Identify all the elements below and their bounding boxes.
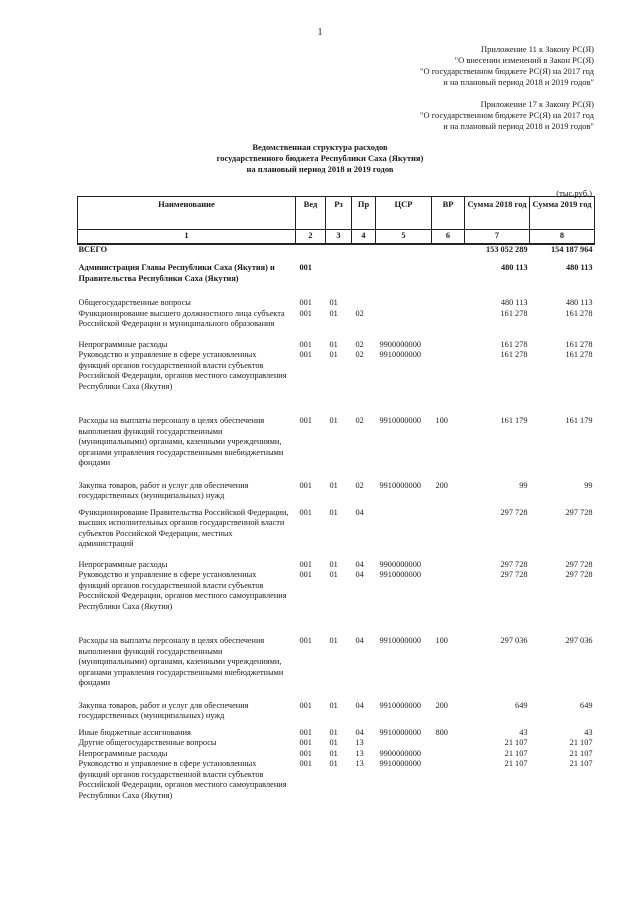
column-number: 4 [352, 230, 376, 244]
row-csr: 9910000000 [379, 416, 421, 425]
row-sum-2019: 480 113 [565, 298, 593, 307]
row-sum-2019: 43 [584, 727, 593, 737]
row-pr: 02 [355, 350, 364, 359]
row-csr [376, 244, 432, 256]
row-sum-2019: 21 107 [569, 748, 593, 758]
row-sum-2018: 21 107 [504, 738, 528, 747]
row-name: Непрограммные расходы [78, 748, 168, 758]
appendix-line: и на плановый период 2018 и 2019 годов" [443, 121, 594, 131]
row-vr [432, 244, 465, 256]
row-name: Иные бюджетные ассигнования [78, 727, 191, 737]
row-ved: 001 [299, 263, 312, 272]
row-name: Общегосударственные вопросы [78, 298, 191, 307]
row-vr [432, 759, 465, 801]
table-row [78, 738, 595, 749]
units-label: (тыс.руб.) [556, 188, 592, 198]
appendix-note-2 [420, 99, 594, 132]
appendix-line: и на плановый период 2018 и 2019 годов" [443, 77, 594, 87]
row-rz [326, 244, 352, 256]
appendix-line: Приложение 17 к Закону РС(Я) [480, 99, 594, 109]
table-row [78, 309, 595, 330]
row-rz: 01 [329, 636, 338, 645]
row-pr [352, 244, 376, 256]
row-vr [432, 350, 465, 392]
row-sum-2018: 21 107 [504, 759, 528, 768]
table-row [78, 689, 595, 722]
appendix-line: "О внесении изменений в Закон РС(Я) [454, 55, 594, 65]
row-sum-2018: 153 052 289 [486, 244, 528, 254]
row-csr: 9910000000 [379, 350, 421, 359]
row-pr: 04 [355, 636, 364, 645]
row-csr: 9910000000 [379, 759, 421, 768]
row-pr: 13 [355, 748, 364, 758]
row-name: ВСЕГО [78, 244, 108, 254]
column-number: 2 [296, 230, 326, 244]
row-name: Функционирование Правительства Российской Федерации, высших исполнительных органов государственной власти субъектов Российской Федерации, местных администраций [78, 507, 289, 548]
row-rz: 01 [329, 570, 338, 579]
row-sum-2018: 480 113 [500, 298, 528, 307]
row-csr: 9900000000 [379, 748, 421, 758]
row-sum-2018: 161 278 [500, 339, 528, 349]
header-pr: Пр [352, 197, 376, 230]
row-vr [432, 502, 465, 550]
row-pr [352, 284, 376, 309]
row-name: Расходы на выплаты персоналу в целях обеспечения выполнения функций государственными (муниципальными) органами, казенными учреждениями, органами управления государственными внебюджетными фондами [78, 416, 284, 467]
table-row [78, 502, 595, 550]
row-ved: 001 [299, 507, 312, 517]
row-sum-2018: 161 278 [500, 350, 528, 359]
row-pr [352, 255, 376, 284]
row-vr [432, 330, 465, 351]
row-ved: 001 [299, 700, 312, 710]
row-pr: 04 [355, 559, 364, 569]
row-name: Другие общегосударственные вопросы [78, 738, 217, 747]
row-sum-2018: 297 728 [500, 507, 528, 517]
row-rz: 01 [329, 759, 338, 768]
row-sum-2019: 161 278 [565, 308, 593, 318]
row-vr: 200 [435, 480, 448, 490]
table-row [78, 469, 595, 502]
row-pr: 13 [355, 759, 364, 768]
row-rz: 01 [329, 700, 338, 710]
header-vr: ВР [432, 197, 465, 230]
table-row [78, 244, 595, 256]
table-row [78, 749, 595, 760]
table-row [78, 330, 595, 351]
row-vr [432, 255, 465, 284]
row-rz [326, 255, 352, 284]
row-csr [376, 309, 432, 330]
row-rz: 01 [329, 298, 338, 307]
row-ved: 001 [299, 738, 312, 747]
table-row [78, 255, 595, 284]
row-sum-2019: 21 107 [569, 759, 593, 768]
column-number: 5 [376, 230, 432, 244]
row-vr [432, 749, 465, 760]
column-number: 7 [465, 230, 530, 244]
row-sum-2018: 161 278 [500, 308, 528, 318]
row-pr: 02 [355, 480, 364, 490]
row-vr: 100 [435, 636, 448, 645]
row-rz: 01 [329, 308, 338, 318]
header-sum-2018: Сумма 2018 год [465, 197, 530, 230]
row-name: Расходы на выплаты персоналу в целях обеспечения выполнения функций государственными (муниципальными) органами, казенными учреждениями, органами управления государственными внебюджетными фондами [78, 636, 284, 687]
row-csr [376, 502, 432, 550]
table-row [78, 284, 595, 309]
row-vr: 800 [435, 727, 448, 737]
row-rz: 01 [329, 350, 338, 359]
table-row [78, 392, 595, 469]
row-ved: 001 [299, 570, 312, 579]
budget-table [77, 196, 595, 801]
row-sum-2019: 297 728 [565, 559, 593, 569]
row-ved: 001 [299, 350, 312, 359]
row-ved: 001 [299, 298, 312, 307]
column-number: 1 [78, 230, 296, 244]
row-csr [376, 284, 432, 309]
row-ved: 001 [299, 748, 312, 758]
row-sum-2019: 297 728 [565, 507, 593, 517]
row-sum-2018: 297 728 [500, 570, 528, 579]
row-name: Непрограммные расходы [78, 559, 168, 569]
table-row [78, 612, 595, 689]
title-line: государственного бюджета Республики Саха (Якутия) [216, 153, 424, 163]
row-pr: 04 [355, 700, 364, 710]
row-name: Руководство и управление в сфере установленных функций органов государственной власти субъектов Российской Федерации, органов местного самоуправления Республики Саха (Якутия) [78, 570, 287, 611]
row-ved: 001 [299, 636, 312, 645]
row-vr: 200 [435, 700, 448, 710]
row-pr: 02 [355, 339, 364, 349]
row-csr: 9910000000 [379, 570, 421, 579]
row-rz: 01 [329, 339, 338, 349]
row-ved: 001 [299, 727, 312, 737]
table-row [78, 759, 595, 801]
appendix-line: "О государственном бюджете РС(Я) на 2017 год [420, 110, 594, 120]
title-line: на плановый период 2018 и 2019 годов [246, 164, 394, 174]
page-number: 1 [317, 27, 323, 38]
appendix-line: Приложение 11 к Закону РС(Я) [480, 44, 594, 54]
row-sum-2019: 21 107 [569, 738, 593, 747]
row-sum-2019: 161 278 [565, 339, 593, 349]
table-row [78, 570, 595, 612]
table-body [78, 244, 595, 802]
row-csr [376, 738, 432, 749]
row-name: Руководство и управление в сфере установленных функций органов государственной власти субъектов Российской Федерации, органов местного самоуправления Республики Саха (Якутия) [78, 759, 287, 800]
row-csr: 9910000000 [379, 636, 421, 645]
header-row [78, 197, 595, 230]
table-row [78, 722, 595, 739]
header-rz: Рз [326, 197, 352, 230]
row-rz: 01 [329, 507, 338, 517]
row-sum-2019: 99 [584, 480, 593, 490]
table-row [78, 350, 595, 392]
header-csr: ЦСР [376, 197, 432, 230]
row-vr: 100 [435, 416, 448, 425]
header-name: Наименование [78, 197, 296, 230]
row-vr [432, 309, 465, 330]
column-number-row [78, 230, 595, 244]
row-sum-2019: 649 [580, 700, 593, 710]
row-name: Функционирование высшего должностного лица субъекта Российской Федерации и муниципального образования [78, 308, 285, 328]
row-sum-2018: 297 728 [500, 559, 528, 569]
row-pr: 04 [355, 507, 364, 517]
column-number: 3 [326, 230, 352, 244]
row-pr: 02 [355, 308, 364, 318]
row-ved: 001 [299, 759, 312, 768]
row-pr: 04 [355, 727, 364, 737]
row-ved: 001 [299, 559, 312, 569]
row-name: Закупка товаров, работ и услуг для обеспечения государственных (муниципальных) нужд [78, 700, 249, 720]
row-sum-2018: 21 107 [504, 748, 528, 758]
row-ved [296, 244, 326, 256]
row-rz: 01 [329, 748, 338, 758]
column-number: 8 [530, 230, 595, 244]
row-csr: 9910000000 [379, 480, 421, 490]
row-ved: 001 [299, 480, 312, 490]
row-ved: 001 [299, 416, 312, 425]
row-name: Закупка товаров, работ и услуг для обеспечения государственных (муниципальных) нужд [78, 480, 249, 500]
row-rz: 01 [329, 727, 338, 737]
document-title [0, 142, 640, 175]
row-pr: 02 [355, 416, 364, 425]
header-ved: Вед [296, 197, 326, 230]
row-csr: 9910000000 [379, 700, 421, 710]
row-vr [432, 738, 465, 749]
table-row [78, 550, 595, 571]
row-pr: 13 [355, 738, 364, 747]
row-rz: 01 [329, 416, 338, 425]
row-sum-2019: 154 187 964 [551, 244, 593, 254]
row-sum-2018: 297 036 [500, 636, 528, 645]
row-name: Руководство и управление в сфере установленных функций органов государственной власти субъектов Российской Федерации, органов местного самоуправления Республики Саха (Якутия) [78, 350, 287, 391]
row-pr: 04 [355, 570, 364, 579]
row-sum-2019: 161 179 [565, 416, 593, 425]
row-vr [432, 550, 465, 571]
row-sum-2019: 480 113 [565, 263, 593, 272]
row-vr [432, 284, 465, 309]
row-sum-2019: 297 728 [565, 570, 593, 579]
row-ved: 001 [299, 339, 312, 349]
row-csr: 9910000000 [379, 727, 421, 737]
header-sum-2019: Сумма 2019 год [530, 197, 595, 230]
row-ved: 001 [299, 308, 312, 318]
title-line: Ведомственная структура расходов [252, 142, 388, 152]
row-csr: 9900000000 [379, 339, 421, 349]
row-rz: 01 [329, 559, 338, 569]
column-number: 6 [432, 230, 465, 244]
row-sum-2019: 297 036 [565, 636, 593, 645]
row-sum-2018: 649 [515, 700, 528, 710]
row-sum-2019: 161 278 [565, 350, 593, 359]
appendix-note-1 [420, 44, 594, 88]
row-csr [376, 255, 432, 284]
appendix-line: "О государственном бюджете РС(Я) на 2017 год [420, 66, 594, 76]
row-name: Администрация Главы Республики Саха (Якутия) и Правительства Республики Саха (Якутия) [78, 263, 275, 283]
row-rz: 01 [329, 480, 338, 490]
row-sum-2018: 99 [519, 480, 528, 490]
row-sum-2018: 43 [519, 727, 528, 737]
row-vr [432, 570, 465, 612]
row-rz: 01 [329, 738, 338, 747]
row-sum-2018: 480 113 [500, 263, 528, 272]
row-name: Непрограммные расходы [78, 339, 168, 349]
row-csr: 9900000000 [379, 559, 421, 569]
row-sum-2018: 161 179 [500, 416, 528, 425]
